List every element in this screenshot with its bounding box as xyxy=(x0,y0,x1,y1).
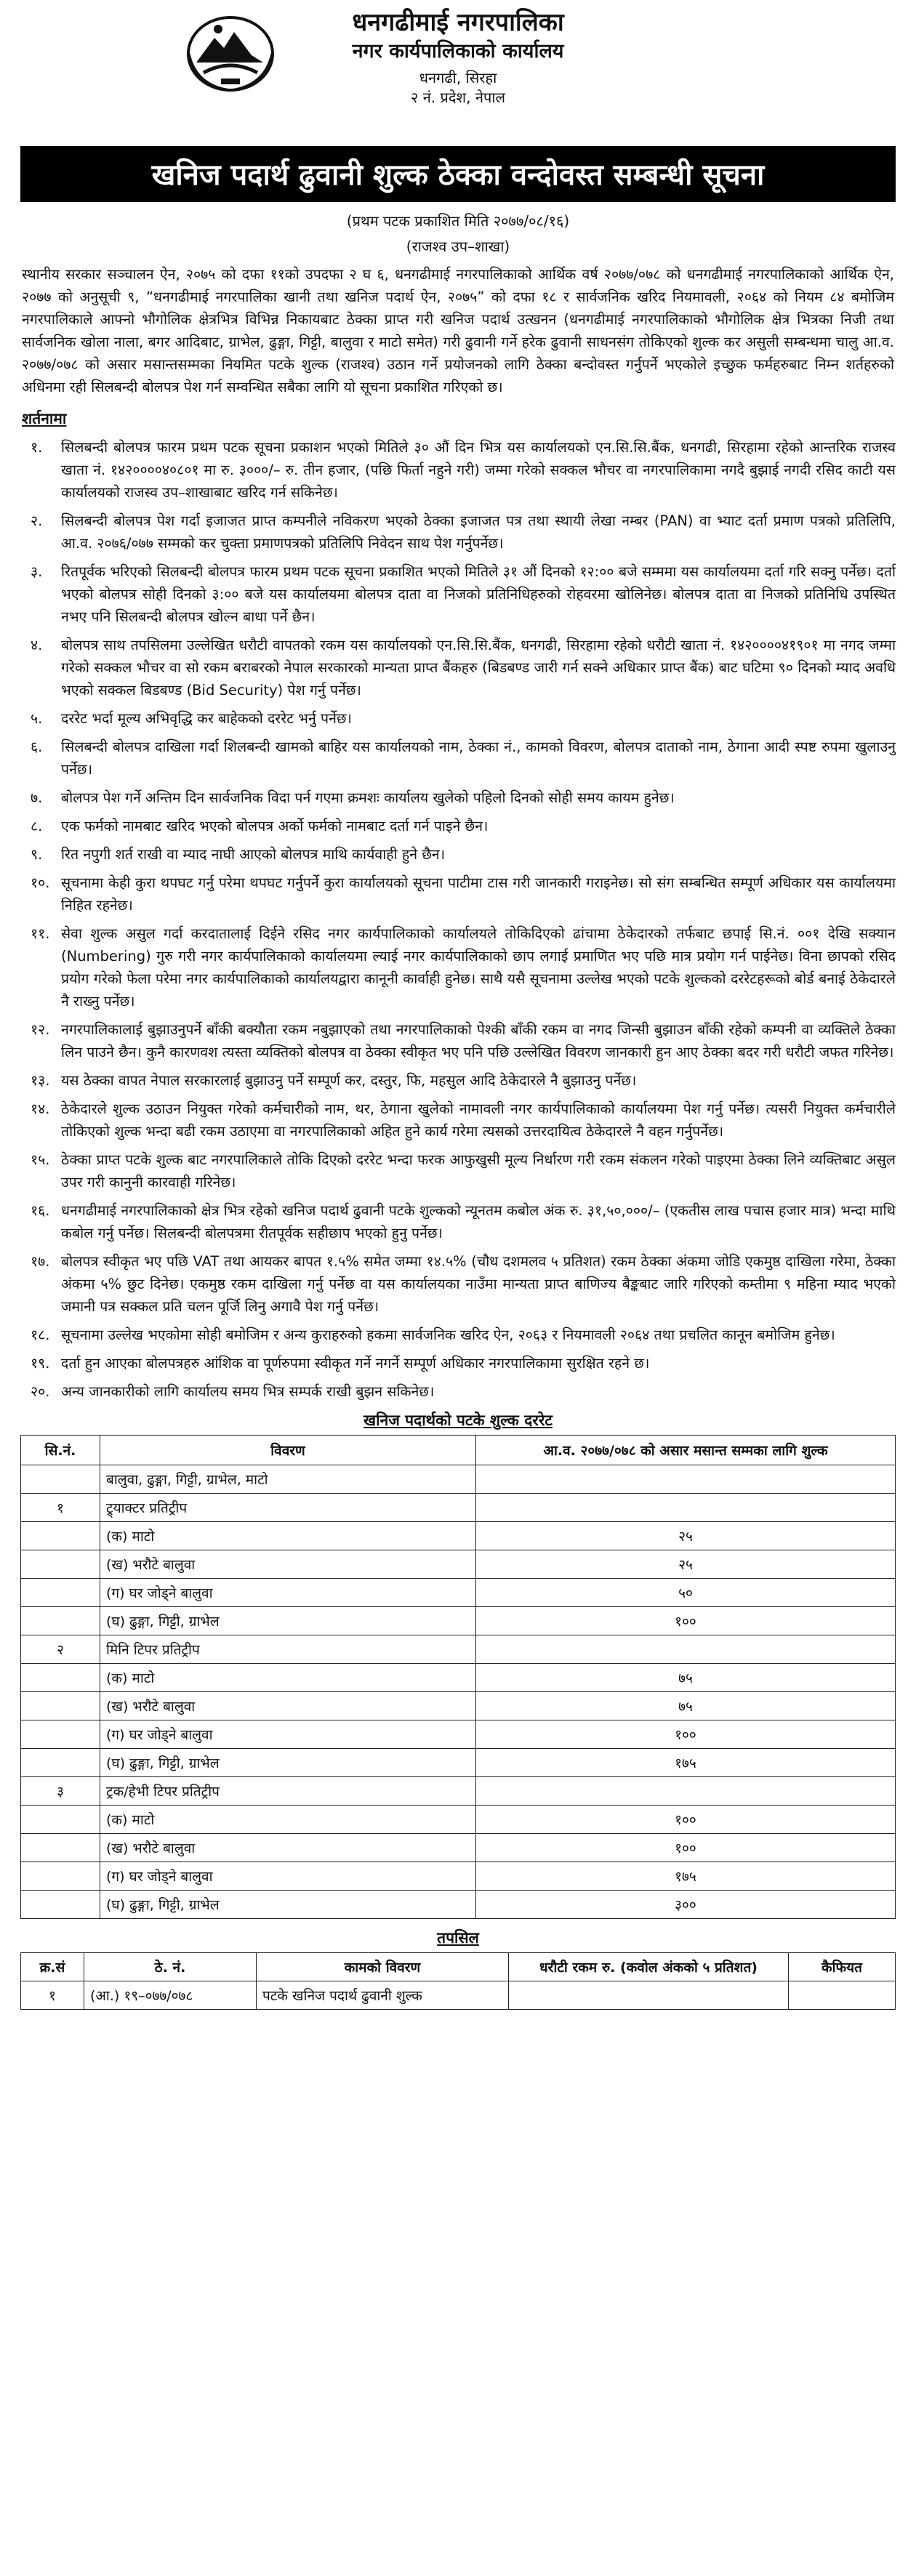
condition-text: दररेट भर्दा मूल्य अभिवृद्धि कर बाहेकको दररेट भर्नु पर्नेछ। xyxy=(61,710,352,727)
condition-number: १८. xyxy=(31,1327,50,1343)
detail-sn: १ xyxy=(21,1981,84,2010)
condition-text: सिलबन्दी बोलपत्र पेश गर्दा इजाजत प्राप्त कम्पनीले नविकरण भएको ठेक्का इजाजत पत्र तथा स्थायी लेखा नम्बर (PAN) वा भ्याट दर्ता प्रमाण पत्रको प्रतिलिपि, आ.व. २०७६/०७७ सम्मको कर चुक्ता प्रमाणपत्रको प्रतिलिपि निवेदन साथ पेश गर्नुपर्नेछ। xyxy=(61,512,896,552)
rate-value: ५० xyxy=(476,1579,896,1607)
table-cell xyxy=(476,1777,896,1806)
rate-value: १०० xyxy=(476,1834,896,1862)
condition-item xyxy=(20,786,896,809)
government-emblem-icon xyxy=(182,10,279,94)
rate-value: २५ xyxy=(476,1550,896,1579)
table-cell xyxy=(21,1692,100,1720)
rate-value: ३०० xyxy=(476,1891,896,1919)
rates-group-sn: १ xyxy=(21,1494,100,1522)
table-cell xyxy=(476,1635,896,1664)
condition-number: २. xyxy=(31,512,43,529)
condition-number: ५. xyxy=(31,710,43,727)
rates-col-sn: सि.नं. xyxy=(21,1436,100,1465)
condition-number: १९. xyxy=(31,1355,50,1372)
table-cell xyxy=(476,1465,896,1494)
table-row xyxy=(21,1981,896,2010)
details-heading: तपसिल xyxy=(437,1929,479,1947)
rate-value: १०० xyxy=(476,1607,896,1635)
condition-number: १०. xyxy=(31,874,50,891)
publication-date: (प्रथम पटक प्रकाशित मिति २०७७/०८/१६) xyxy=(346,212,570,230)
condition-item xyxy=(20,1250,896,1318)
details-col-deposit: धरौटी रकम रु. (कवोल अंकको ५ प्रतिशत) xyxy=(509,1953,789,1981)
condition-item xyxy=(20,510,896,555)
detail-deposit xyxy=(509,1981,789,2010)
details-body xyxy=(21,1981,896,2010)
rate-item: (ख) भरौटे बालुवा xyxy=(100,1550,476,1579)
details-header-row xyxy=(21,1953,896,1981)
condition-number: १५. xyxy=(31,1151,50,1168)
rate-value: १७५ xyxy=(476,1862,896,1891)
condition-item xyxy=(20,1199,896,1244)
rates-group-row xyxy=(21,1494,896,1522)
condition-item xyxy=(20,1352,896,1374)
condition-text: बोलपत्र स्वीकृत भए पछि VAT तथा आयकर बापत १.५% समेत जम्मा १४.५% (चौध दशमलव ५ प्रतिशत) रकम ठेक्का अंकमा जोडि एकमुष्ठ दाखिला गरेमा, ठेक्का अंकमा ५% छुट दिनेछ। एकमुष्ठ रकम दाखिला गर्नु पर्नेछ वा यस कार्यालयका नाउँमा मान्यता प्राप्त बाणिज्य बैङ्कबाट जारि गरिएको कम्तीमा ९ महिना म्याद भएको जमानी पत्र सक्कल प्रति चलन पूर्जि लिनु अगावै पेश गर्नु पर्नेछ। xyxy=(61,1253,896,1315)
condition-text: सूचनामा केही कुरा थपघट गर्नु परेमा थपघट गर्नुपर्ने कुरा कार्यालयको सूचना पाटीमा टास गरी जानकारी गराइनेछ। सो संग सम्बन्धित सम्पूर्ण अधिकार यस कार्यालयमा निहित रहनेछ। xyxy=(61,874,896,914)
table-row xyxy=(21,1550,896,1579)
rate-value: २५ xyxy=(476,1522,896,1550)
rate-item: (ग) घर जोड्ने बालुवा xyxy=(100,1720,476,1749)
table-cell xyxy=(476,1494,896,1522)
condition-text: ठेकेदारले शुल्क उठाउन नियुक्त गरेको कर्मचारीको नाम, थर, ठेगाना खुलेको नामावली नगर कार्यपालिकाको कार्यालयमा पेश गर्नु पर्नेछ। त्यसरी नियुक्त कर्मचारीले तोकिएको शुल्क भन्दा बढी रकम उठाएमा वा नगरपालिकाको अहित हुने कार्य गरेमा त्यसको उत्तरदायित्व ठेकेदारले नै वहन गर्नुपर्नेछ। xyxy=(61,1100,896,1140)
rates-header-row xyxy=(21,1436,896,1465)
detail-remarks xyxy=(789,1981,896,2010)
details-col-contract-no: ठे. नं. xyxy=(84,1953,257,1981)
condition-number: १२. xyxy=(31,1021,50,1038)
rate-value: ७५ xyxy=(476,1664,896,1692)
table-cell xyxy=(21,1720,100,1749)
rates-group-sn: ३ xyxy=(21,1777,100,1806)
condition-item xyxy=(20,634,896,701)
condition-text: धनगढीमाई नगरपालिकाको क्षेत्र भित्र रहेको खनिज पदार्थ ढुवानी पटके शुल्कको न्यूनतम कबोल अंक रु. ३१,५०,०००/– (एकतीस लाख पचास हजार मात्र) भन्दा माथि कबोल गर्नु पर्नेछ। सिलबन्दी बोलपत्रमा रीतपूर्वक सहीछाप भएको हुनु पर्नेछ। xyxy=(61,1202,896,1241)
address-line-2: २ नं. प्रदेश, नेपाल xyxy=(410,89,506,107)
rates-group-label: ट्रक/हेभी टिपर प्रतिट्रीप xyxy=(100,1777,476,1806)
condition-number: १३. xyxy=(31,1072,50,1089)
conditions-list xyxy=(20,436,896,1403)
condition-number: ४. xyxy=(31,637,43,653)
rate-item: (घ) ढुङ्गा, गिट्टी, ग्राभेल xyxy=(100,1749,476,1777)
condition-item xyxy=(20,736,896,781)
table-row xyxy=(21,1607,896,1635)
table-cell xyxy=(21,1550,100,1579)
condition-text: बोलपत्र साथ तपसिलमा उल्लेखित धरौटी वापतको रकम यस कार्यालयको एन.सि.सि.बैंक, धनगढी, सिरहामा रहेको धरौटी खाता नं. १४२००००४१९०१ मा नगद जम्मा गरेको सक्कल भौचर वा सो रकम बराबरको नेपाल सरकारको मान्यता प्राप्त बैंकहरु (बिडबण्ड जारी गर्न सक्ने अधिकार प्राप्त बैंक) बाट घटिमा ९० दिनको म्याद अवधि भएको सक्कल बिडबण्ड (Bid Security) पेश गर्नु पर्नेछ। xyxy=(61,637,896,699)
condition-item xyxy=(20,872,896,917)
details-col-description: कामको विवरण xyxy=(257,1953,509,1981)
rate-item: (ग) घर जोड्ने बालुवा xyxy=(100,1579,476,1607)
condition-text: एक फर्मको नामबाट खरिद भएको बोलपत्र अर्को फर्मको नामबाट दर्ता गर्न पाइने छैन। xyxy=(61,818,489,834)
table-cell xyxy=(21,1891,100,1919)
rate-item: (ख) भरौटे बालुवा xyxy=(100,1692,476,1720)
condition-number: १७. xyxy=(31,1253,50,1270)
condition-text: दर्ता हुन आएका बोलपत्रहरु आंशिक वा पूर्णरुपमा स्वीकृत गर्ने नगर्ने सम्पूर्ण अधिकार नगरपालिकामा सुरक्षित रहने छ। xyxy=(61,1355,650,1372)
rate-item: (घ) ढुङ्गा, गिट्टी, ग्राभेल xyxy=(100,1607,476,1635)
table-row xyxy=(21,1720,896,1749)
condition-number: २०. xyxy=(31,1383,50,1400)
table-cell xyxy=(21,1749,100,1777)
condition-item xyxy=(20,1098,896,1143)
detail-description: पटके खनिज पदार्थ ढुवानी शुल्क xyxy=(257,1981,509,2010)
rates-category: बालुवा, ढुङ्गा, गिट्टी, ग्राभेल, माटो xyxy=(100,1465,476,1494)
condition-text: ठेक्का प्राप्त पटके शुल्क बाट नगरपालिकाले तोकि दिएको दररेट भन्दा फरक आफुखुसी मूल्य निर्धारण गरी रकम संकलन गरेको पाइएमा ठेक्का लिने व्यक्तिबाट असुल उपर गरी कानुनी कारवाही गरिनेछ। xyxy=(61,1151,896,1191)
condition-text: अन्य जानकारीको लागि कार्यालय समय भित्र सम्पर्क राखी बुझन सकिनेछ। xyxy=(61,1383,435,1400)
condition-text: सूचनामा उल्लेख भएकोमा सोही बमोजिम र अन्य कुराहरुको हकमा सार्वजनिक खरिद ऐन, २०६३ र नियमावली २०६४ तथा प्रचलित कानून बमोजिम हुनेछ। xyxy=(61,1327,835,1343)
rates-group-sn: २ xyxy=(21,1635,100,1664)
condition-number: ३. xyxy=(31,563,43,580)
condition-number: ९. xyxy=(31,846,43,863)
rates-body xyxy=(21,1465,896,1919)
condition-text: यस ठेक्का वापत नेपाल सरकारलाई बुझाउनु पर्ने सम्पूर्ण कर, दस्तुर, फि, महसुल आदि ठेकेदारले नै बुझाउनु पर्नेछ। xyxy=(61,1072,637,1089)
condition-text: रित नपुगी शर्त राखी वा म्याद नाघी आएको बोलपत्र माथि कार्यवाही हुने छैन। xyxy=(61,846,446,863)
table-cell xyxy=(21,1607,100,1635)
rate-item: (ख) भरौटे बालुवा xyxy=(100,1834,476,1862)
condition-number: १. xyxy=(31,439,43,456)
condition-text: सिलबन्दी बोलपत्र फारम प्रथम पटक सूचना प्रकाशन भएको मितिले ३० औं दिन भित्र यस कार्यालयको एन.सि.सि.बैंक, धनगढी, सिरहामा रहेको आन्तरिक राजस्व खाता नं. १४२००००४०८०१ मा रु. ३०००/– रु. तीन हजार, (पछि फिर्ता नहुने गरी) जम्मा गरेको सक्कल भौचर वा नगरपालिकामा नगदै बुझाई नगदी रसिद काटी यस कार्यालयको राजस्व उप–शाखाबाट खरिद गर्न सकिनेछ। xyxy=(61,439,896,501)
condition-number: १४. xyxy=(31,1100,50,1117)
rate-item: (घ) ढुङ्गा, गिट्टी, ग्राभेल xyxy=(100,1891,476,1919)
address-line-1: धनगढी, सिरहा xyxy=(419,69,497,87)
table-cell xyxy=(21,1834,100,1862)
table-row xyxy=(21,1522,896,1550)
table-row xyxy=(21,1806,896,1834)
condition-text: बोलपत्र पेश गर्ने अन्तिम दिन सार्वजनिक विदा पर्न गएमा क्रमशः कार्यालय खुलेको पहिलो दिनको सोही समय कायम हुनेछ। xyxy=(61,789,675,806)
rates-col-fee: आ.व. २०७७/०७८ को असार मसान्त सम्मका लागि शुल्क xyxy=(476,1436,896,1465)
condition-item xyxy=(20,1018,896,1063)
org-name: धनगढीमाई नगरपालिका xyxy=(352,8,564,37)
rate-value: ७५ xyxy=(476,1692,896,1720)
table-cell xyxy=(21,1806,100,1834)
condition-item xyxy=(20,707,896,730)
rate-item: (क) माटो xyxy=(100,1664,476,1692)
rate-value: १०० xyxy=(476,1806,896,1834)
condition-number: ७. xyxy=(31,789,43,806)
details-col-remarks: कैफियत xyxy=(789,1953,896,1981)
details-table xyxy=(20,1952,896,2010)
table-row xyxy=(21,1834,896,1862)
rates-group-row xyxy=(21,1635,896,1664)
table-row xyxy=(21,1862,896,1891)
rate-item: (क) माटो xyxy=(100,1806,476,1834)
rates-group-label: मिनि टिपर प्रतिट्रीप xyxy=(100,1635,476,1664)
condition-item xyxy=(20,922,896,1013)
table-cell xyxy=(21,1465,100,1494)
table-cell xyxy=(21,1664,100,1692)
table-row xyxy=(21,1891,896,1919)
office-name: नगर कार्यपालिकाको कार्यालय xyxy=(352,40,564,63)
condition-number: १६. xyxy=(31,1202,50,1219)
rates-table xyxy=(20,1435,896,1919)
table-cell xyxy=(21,1862,100,1891)
table-row xyxy=(21,1692,896,1720)
rate-item: (क) माटो xyxy=(100,1522,476,1550)
notice-title: खनिज पदार्थ ढुवानी शुल्क ठेक्का वन्दोवस्त सम्बन्धी सूचना xyxy=(20,146,896,202)
condition-item xyxy=(20,1380,896,1403)
rates-group-row xyxy=(21,1777,896,1806)
table-row xyxy=(21,1579,896,1607)
table-cell xyxy=(21,1579,100,1607)
rate-value: १०० xyxy=(476,1720,896,1749)
condition-number: ६. xyxy=(31,738,43,755)
condition-item xyxy=(20,436,896,504)
conditions-heading: शर्तनामा xyxy=(22,410,67,427)
detail-contract-no: (आ.) १९–०७७/०७८ xyxy=(84,1981,257,2010)
condition-text: रितपूर्वक भरिएको सिलबन्दी बोलपत्र फारम प्रथम पटक सूचना प्रकाशित भएको मितिले ३१ औं दिनको १२:०० बजे सम्ममा यस कार्यालयमा दर्ता गरि सक्नु पर्नेछ। दर्ता भएको बोलपत्र सोही दिनको ३:०० बजे यस कार्यालयमा बोलपत्र दाता वा निजको प्रतिनिधिहरुको रोहवरमा खोलिनेछ। बोलपत्र दाता वा निजको प्रतिनिधि उपस्थित नभए पनि सिलबन्दी बोलपत्र खोल्न बाधा पर्ने छैन। xyxy=(61,563,896,625)
branch-name: (राजश्व उप–शाखा) xyxy=(406,238,510,255)
rates-col-description: विवरण xyxy=(100,1436,476,1465)
condition-number: ८. xyxy=(31,818,43,834)
rate-value: १७५ xyxy=(476,1749,896,1777)
condition-text: नगरपालिकालाई बुझाउनुपर्ने बाँकी बक्यौता रकम नबुझाएको तथा नगरपालिकाको पेश्की बाँकी रकम वा नगद जिन्सी बुझाउन बाँकी रहेको कम्पनी वा व्यक्तिले ठेक्का लिन पाउने छैन। कुनै कारणवश त्यस्ता व्यक्तिको बोलपत्र वा ठेक्का स्वीकृत भए पनि पछि उल्लेखित विवरण जानकारी हुन आए ठेक्का बदर गरी धरौटी जफत गरिनेछ। xyxy=(61,1021,896,1060)
condition-item xyxy=(20,1324,896,1346)
condition-item xyxy=(20,843,896,866)
condition-item xyxy=(20,815,896,837)
table-cell xyxy=(21,1522,100,1550)
details-col-sn: क्र.सं xyxy=(21,1953,84,1981)
intro-paragraph: स्थानीय सरकार सञ्चालन ऐन, २०७५ को दफा ११को उपदफा २ घ ६, धनगढीमाई नगरपालिकाको आर्थिक वर्ष २०७७/०७८ को धनगढीमाई नगरपालिकाको आर्थिक ऐन, २०७७ को अनुसूची ९, “धनगढीमाई नगरपालिका खानी तथा खनिज पदार्थ ऐन, २०७५” को दफा १८ र सार्वजनिक खरिद नियमावली, २०६४ को नियम ८४ बमोजिम नगरपालिकाले आफ्नो भौगोलिक क्षेत्रभित्र विभिन्न निकायबाट ठेक्का प्राप्त गरी खनिज पदार्थ उत्खनन (धनगढीमाई नगरपालिकाको भौगोलिक क्षेत्र भित्रका निजी तथा सार्वजनिक खोला नाला, बगर आदिबाट, ग्राभेल, ढुङ्गा, गिट्टी, बालुवा र माटो समेत) गरी ढुवानी गर्ने हरेक ढुवानी साधनसंग तोकिएको शुल्क कर असुली सम्बन्धमा चालु आ.व. २०७७/०७८ को असार मसान्तसम्मका नियमित पटके शुल्क (राजश्व) उठान गर्ने प्रयोजनको लागि ठेक्का बन्दोवस्त गर्नुपर्ने भएकोले इच्छुक फर्महरुबाट निम्न शर्तहरुको अधिनमा रही सिलबन्दी बोलपत्र पेश गर्न सम्वन्धित सबैका लागि यो सूचना प्रकाशित गरिएको छ। xyxy=(22,266,894,395)
condition-item xyxy=(20,1148,896,1194)
table-row xyxy=(21,1749,896,1777)
rates-group-label: ट्र्याक्टर प्रतिट्रीप xyxy=(100,1494,476,1522)
table-row xyxy=(21,1664,896,1692)
condition-text: सेवा शुल्क असुल गर्दा करदातालाई दिईने रसिद नगर कार्यपालिकाको कार्यालयले तोकिदिएको ढांचामा ठेकेदारको तर्फबाट छपाई सि.नं. ००१ देखि सक्यान (Numbering) गुरु गरी नगर कार्यपालिकाको कार्यालयमा ल्याई नगर कार्यपालिकाको छाप लगाई प्रमाणित भए पछि मात्र प्रयोग गर्न पाईनेछ। विना छापको रसिद प्रयोग गरेको फेला परेमा नगर कार्यपालिकाको कार्यालयद्वारा कानूनी कार्वाही हुनेछ। साथै यसै सूचनामा उल्लेख भएको पटके शुल्कको दररेटहरूको बोर्ड बनाई ठेकेदारले नै राख्नु पर्नेछ। xyxy=(61,925,896,1010)
rates-category-row xyxy=(21,1465,896,1494)
condition-number: ११. xyxy=(31,925,50,942)
condition-item xyxy=(20,1069,896,1092)
rates-heading: खनिज पदार्थको पटके शुल्क दररेट xyxy=(363,1412,553,1429)
condition-text: सिलबन्दी बोलपत्र दाखिला गर्दा शिलबन्दी खामको बाहिर यस कार्यालयको नाम, ठेक्का नं., कामको विवरण, बोलपत्र दाताको नाम, ठेगाना आदी स्पष्ट रुपमा खुलाउनु पर्नेछ। xyxy=(61,738,896,778)
rate-item: (ग) घर जोड्ने बालुवा xyxy=(100,1862,476,1891)
letterhead xyxy=(20,0,896,142)
condition-item xyxy=(20,560,896,628)
